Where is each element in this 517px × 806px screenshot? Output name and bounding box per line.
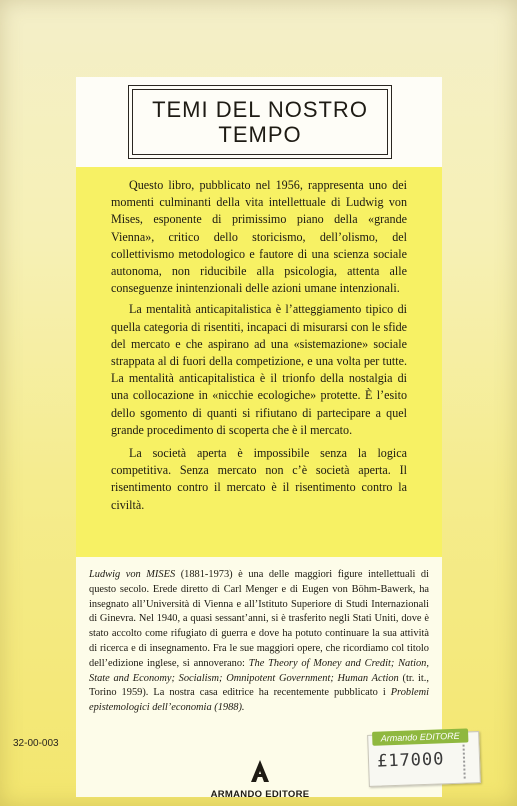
bio-works-titles: The Theory of Money and Credit; Nation, State and Economy; Socialism; Omnipotent Government; Human Action — [89, 657, 429, 684]
card-header-area — [76, 77, 442, 167]
blurb-paragraph-2: La mentalità anticapitalistica è l’atteggiamento tipico di quella categoria di risentiti, incapaci di misurarsi con le sfide del mercato e che aspirano ad una «sistemazione» sociale strappata al di fuori della competizione, e una volta per tutte. La mentalità anticapitalistica è il trionfo della nostalgia di una collocazione in «nicchie ecologiche» protette. È l’esito dello sgomento di quanti si rifiutano di partecipare a quel grande procedimento di scoperta che è il mercato. — [111, 302, 407, 437]
series-title-line-1: TEMI DEL NOSTRO — [152, 97, 368, 122]
series-title-box — [132, 89, 388, 155]
content-card — [76, 77, 442, 797]
price-sticker — [367, 731, 481, 787]
bio-text-1: (1881-1973) è una delle maggiori figure intellettuali di questo secolo. Erede diretto di Carl Menger e di Eugen von Böhm-Bawerk, ha insegnato all’Università di Vienna e all’Istituto Superiore di Studi Internazionali di Ginevra. Nel 1940, a quasi sessant’anni, si è trasferito negli Stati Uniti, dove è stato accolto come rifugiato di guerra e dove ha potuto continuare la sua attività di ricerca e di insegnamento. Fra le sue maggiori opere, che ricordiamo col titolo dell’edizione inglese, si annoverano: — [89, 569, 429, 669]
sticker-barcode — [463, 744, 476, 778]
series-title-line-2: TEMPO — [218, 122, 302, 147]
bio-text-2: (tr. it., Torino 1959). La nostra casa editrice ha recentemente pubblicato i — [89, 672, 429, 699]
blurb-paragraph-1: Questo libro, pubblicato nel 1956, rappresenta uno dei momenti culminanti della vita intellettuale di Ludwig von Mises, esponente di primissimo piano della «grande Vienna», critico dello storicismo, dell’olismo, del collettivismo metodologico e fautore di una scienza sociale autonoma, non riducibile alla psicologia, attenta alle conseguenze inintenzionali delle azioni umane intenzionali. — [111, 178, 407, 296]
sticker-price: £17000 — [376, 749, 445, 772]
catalog-code: 32-00-003 — [13, 738, 59, 749]
publisher-logo-icon — [251, 760, 269, 782]
author-name: Ludwig von MISES — [89, 569, 176, 580]
publisher-name: ARMANDO EDITORE — [210, 789, 310, 800]
publisher-mark — [208, 760, 312, 800]
sticker-brand: Armando EDITORE — [372, 728, 468, 745]
book-blurb — [111, 177, 407, 518]
blurb-paragraph-3: La società aperta è impossibile senza la logica competitiva. Senza mercato non c’è società aperta. Il risentimento contro il mercato è il risentimento contro la civiltà. — [111, 446, 407, 512]
author-bio — [89, 568, 429, 716]
bio-recent-book: Problemi epistemologici dell’economia (1988). — [89, 687, 429, 714]
